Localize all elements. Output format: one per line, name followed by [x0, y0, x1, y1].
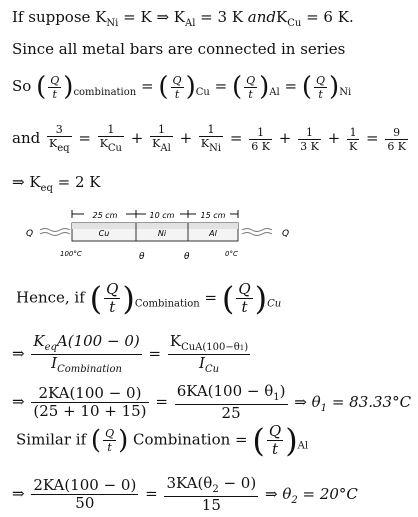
- q-over-t: $\frac{Q}{t}$: [50, 73, 60, 101]
- line1-eq6k: = 6 K.: [301, 8, 354, 26]
- line-eq3: ⇒ $\frac{2KA(100 - 0)}{50}$ = $\frac{3KA(\theta_2 - 0)}{15}$ ⇒ $\theta_2 = 20^\circ C$: [12, 474, 358, 514]
- theta-2: θ: [184, 252, 190, 262]
- dim-ni: 10 cm: [149, 211, 175, 220]
- line1-al: Al: [184, 18, 196, 29]
- so-label: So: [12, 77, 32, 95]
- line1-prefix: If suppose: [12, 8, 96, 26]
- theta-1: θ: [139, 252, 145, 262]
- line-series: Since all metal bars are connected in series: [12, 40, 346, 58]
- line-eq1: ⇒ $\frac{K_{eq}A(100 - 0)}{I_{Combination}}$ = $\frac{K_{CuA(100-\theta 1)}}{I_{Cu}}$: [12, 332, 249, 375]
- q-left: Q: [26, 229, 34, 239]
- bar-ni: Ni: [157, 229, 167, 238]
- heat-flow-left: [40, 229, 70, 236]
- line-keq-result: ⇒ $K_{eq} = 2$ K: [12, 173, 101, 194]
- line-similar: Similar if ( $\frac{Q}{t}$ ) Combination = ( $\frac{Q}{t}$ )$_{Al}$: [16, 421, 309, 460]
- dim-al: 15 cm: [200, 211, 226, 220]
- dim-cu: 25 cm: [92, 211, 118, 220]
- temp-right: 0°C: [225, 250, 238, 258]
- q-right: Q: [282, 229, 290, 239]
- bar-al: Al: [209, 229, 217, 238]
- line-so: So ( $\frac{Q}{t}$ )$_{combination}$ = ( $\frac{Q}{t}$ )$_{Cu}$ = ( $\frac{Q}{t}$ )$_{Al}$ = ( $\frac{Q}{t}$ )$_{Ni}$: [12, 72, 352, 102]
- line1-eqk: = K ⇒ K: [118, 8, 185, 26]
- line1-cu: Cu: [287, 18, 302, 29]
- line-keq-sum: and $\frac{3}{\text{Keq}}$ = $\frac{1}{\text{KCu}}$ + $\frac{1}{\text{KAl}}$ + $\frac{1}{\text{KNi}}$ = $\frac{1}{6 K}$ + $\frac{1}{3 K}$ + $\frac{1}{K}$ = $\frac{9}{6 K}$: [12, 123, 407, 154]
- bar-cu: Cu: [98, 229, 110, 238]
- line1-k: K: [95, 8, 107, 26]
- heat-flow-right: [242, 229, 272, 236]
- line-hence: Hence, if ( $\frac{Q}{t}$ )$_{Combination}$ = ( $\frac{Q}{t}$ )$_{Cu}$: [16, 279, 282, 318]
- line1-k2: K: [276, 8, 288, 26]
- line-eq2: ⇒ $\frac{2KA(100 - 0)}{(25 + 10 + 15)}$ = $\frac{6KA(100 - \theta_1)}{25}$ ⇒ $\theta_1 = 83.33^\circ C$: [12, 382, 412, 422]
- line1-ni: Ni: [106, 18, 119, 29]
- composite-rod-diagram: [20, 205, 330, 267]
- line1-and: and: [247, 8, 277, 26]
- line1-eq3k: = 3 K: [195, 8, 248, 26]
- temp-left: 100°C: [60, 250, 82, 258]
- line-conductivities: [12, 10, 354, 29]
